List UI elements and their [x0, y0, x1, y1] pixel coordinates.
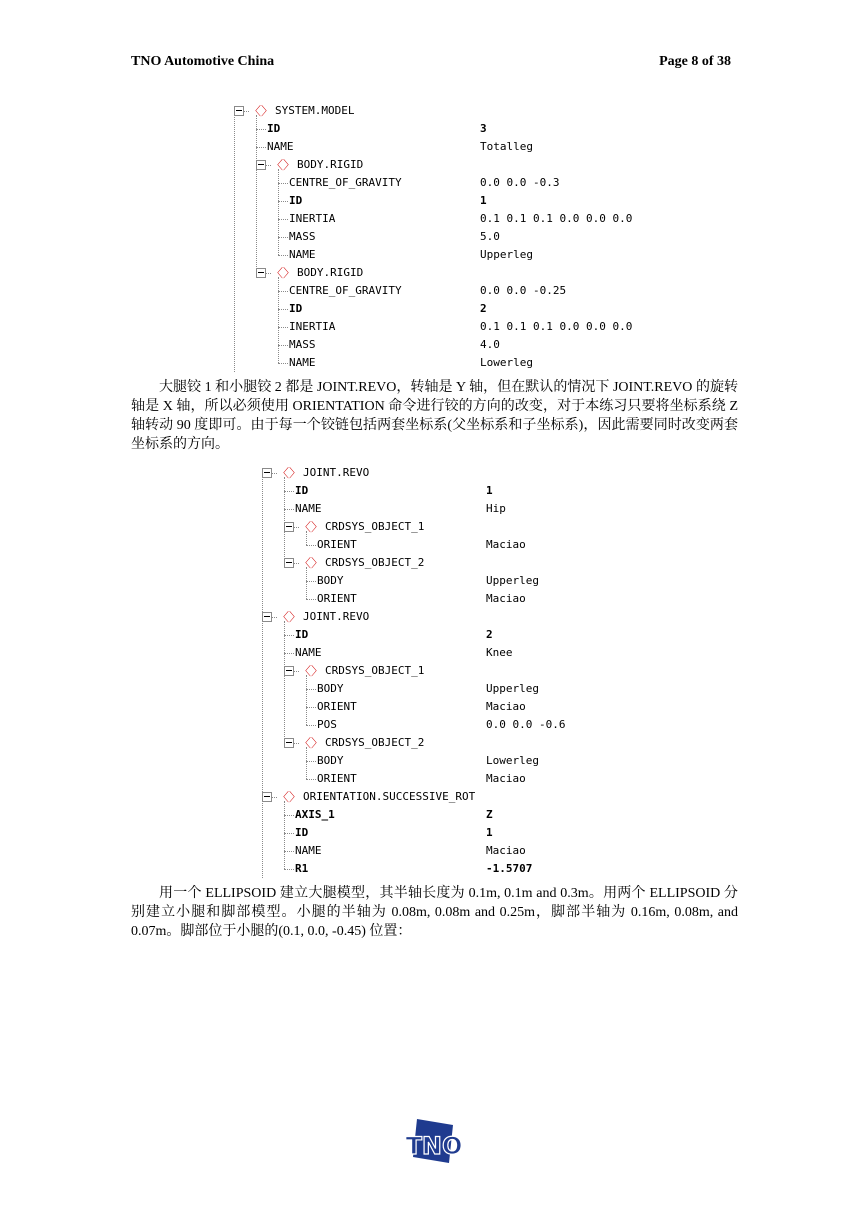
attribute-value[interactable]: 5.0 — [480, 230, 500, 243]
tree-leaf[interactable] — [230, 192, 640, 210]
tree-leaf[interactable] — [258, 842, 588, 860]
tree-node[interactable] — [258, 554, 588, 572]
tree-leaf[interactable] — [258, 860, 588, 878]
tree-guide-line — [306, 675, 307, 725]
attribute-value[interactable]: Z — [486, 808, 493, 821]
attribute-value[interactable]: Upperleg — [480, 248, 533, 261]
node-label: CRDSYS_OBJECT_2 — [325, 736, 425, 749]
tree-leaf[interactable] — [230, 282, 640, 300]
tree-leaf[interactable] — [258, 770, 588, 788]
system-model-tree — [230, 102, 640, 372]
tno-logo-icon — [399, 1117, 469, 1173]
attribute-value[interactable]: 2 — [480, 302, 487, 315]
tree-guide-line — [256, 115, 257, 273]
attribute-name: INERTIA — [289, 320, 336, 333]
attribute-name: AXIS_1 — [295, 808, 335, 821]
attribute-name: ORIENT — [317, 700, 357, 713]
tree-leaf[interactable] — [258, 698, 588, 716]
header-page-number: Page 8 of 38 — [659, 54, 731, 69]
attribute-name: ID — [295, 484, 309, 497]
tree-leaf[interactable] — [258, 500, 588, 518]
tree-leaf[interactable] — [258, 824, 588, 842]
attribute-value[interactable]: Lowerleg — [480, 356, 533, 369]
node-label: BODY.RIGID — [297, 158, 364, 171]
element-bracket-icon: 〈〉 — [277, 466, 302, 480]
tree-leaf[interactable] — [258, 536, 588, 554]
tree-node[interactable] — [258, 662, 588, 680]
attribute-value[interactable]: Knee — [486, 646, 513, 659]
attribute-value[interactable]: Upperleg — [486, 574, 539, 587]
attribute-name: ID — [289, 194, 303, 207]
attribute-name: BODY — [317, 754, 344, 767]
collapse-toggle-icon[interactable] — [284, 738, 294, 748]
tree-leaf[interactable] — [230, 138, 640, 156]
tree-leaf[interactable] — [258, 716, 588, 734]
element-bracket-icon: 〈〉 — [277, 790, 302, 804]
collapse-toggle-icon[interactable] — [284, 558, 294, 568]
attribute-value[interactable]: 3 — [480, 122, 487, 135]
attribute-name: ORIENT — [317, 592, 357, 605]
tree-guide-line — [284, 477, 285, 563]
attribute-value[interactable]: Maciao — [486, 700, 526, 713]
attribute-value[interactable]: 0.1 0.1 0.1 0.0 0.0 0.0 — [480, 320, 633, 333]
element-bracket-icon: 〈〉 — [299, 736, 324, 750]
tree-guide-line — [284, 801, 285, 869]
collapse-toggle-icon[interactable] — [284, 666, 294, 676]
attribute-name: ID — [289, 302, 303, 315]
tree-leaf[interactable] — [258, 806, 588, 824]
tno-logo-text: TNO — [405, 1132, 463, 1160]
attribute-name: BODY — [317, 682, 344, 695]
element-bracket-icon: 〈〉 — [299, 556, 324, 570]
tree-node[interactable] — [258, 788, 588, 806]
node-label: CRDSYS_OBJECT_1 — [325, 520, 425, 533]
header-left: TNO Automotive China — [131, 54, 275, 69]
node-label: BODY.RIGID — [297, 266, 364, 279]
attribute-name: NAME — [295, 646, 322, 659]
tree-leaf[interactable] — [230, 174, 640, 192]
attribute-name: NAME — [289, 248, 316, 261]
attribute-value[interactable]: 0.0 0.0 -0.25 — [480, 284, 567, 297]
attribute-value[interactable]: 4.0 — [480, 338, 500, 351]
attribute-name: ID — [267, 122, 281, 135]
tree-leaf[interactable] — [230, 336, 640, 354]
element-bracket-icon: 〈〉 — [271, 266, 296, 280]
attribute-value[interactable]: Upperleg — [486, 682, 539, 695]
attribute-name: NAME — [295, 502, 322, 515]
joint-tree — [258, 464, 588, 878]
paragraph-ellipsoid: 用一个 ELLIPSOID 建立大腿模型，其半轴长度为 0.1m, 0.1m and 0.3m。用两个 ELLIPSOID 分别建立小腿和脚部模型。小腿的半轴为 0.08m, 0.08m and 0.25m，脚部半轴为 0.16m, 0.08m, and 0.07m。脚部位于小腿的(0.1, 0.0, -0.45) 位置： — [131, 886, 738, 939]
tree-guide-line — [278, 277, 279, 363]
attribute-name: R1 — [295, 862, 309, 875]
element-bracket-icon: 〈〉 — [299, 520, 324, 534]
tree-leaf[interactable] — [258, 572, 588, 590]
attribute-value[interactable]: 1 — [486, 826, 493, 839]
collapse-toggle-icon[interactable] — [256, 160, 266, 170]
attribute-name: MASS — [289, 338, 316, 351]
tree-leaf[interactable] — [230, 120, 640, 138]
tree-leaf[interactable] — [230, 354, 640, 372]
attribute-name: CENTRE_OF_GRAVITY — [289, 284, 402, 297]
attribute-value[interactable]: Lowerleg — [486, 754, 539, 767]
tree-leaf[interactable] — [258, 626, 588, 644]
attribute-name: NAME — [267, 140, 294, 153]
tree-leaf[interactable] — [230, 210, 640, 228]
attribute-value[interactable]: Maciao — [486, 538, 526, 551]
attribute-value[interactable]: 0.0 0.0 -0.3 — [480, 176, 560, 189]
tree-leaf[interactable] — [230, 246, 640, 264]
element-bracket-icon: 〈〉 — [277, 610, 302, 624]
tree-node[interactable] — [258, 518, 588, 536]
node-label: JOINT.REVO — [303, 466, 370, 479]
collapse-toggle-icon[interactable] — [284, 522, 294, 532]
tree-leaf[interactable] — [230, 228, 640, 246]
attribute-value[interactable]: 0.1 0.1 0.1 0.0 0.0 0.0 — [480, 212, 633, 225]
node-label: SYSTEM.MODEL — [275, 104, 355, 117]
attribute-value[interactable]: 0.0 0.0 -0.6 — [486, 718, 566, 731]
tree-leaf[interactable] — [258, 752, 588, 770]
tree-node[interactable] — [258, 608, 588, 626]
attribute-name: INERTIA — [289, 212, 336, 225]
node-label: ORIENTATION.SUCCESSIVE_ROT — [303, 790, 476, 803]
collapse-toggle-icon[interactable] — [256, 268, 266, 278]
element-bracket-icon: 〈〉 — [299, 664, 324, 678]
attribute-value[interactable]: Totalleg — [480, 140, 533, 153]
collapse-toggle-icon[interactable] — [234, 106, 244, 116]
attribute-value[interactable]: Maciao — [486, 844, 526, 857]
collapse-toggle-icon[interactable] — [262, 792, 272, 802]
attribute-name: ID — [295, 628, 309, 641]
attribute-value[interactable]: 2 — [486, 628, 493, 641]
tree-leaf[interactable] — [258, 644, 588, 662]
paragraph-joint-orientation: 大腿铰 1 和小腿铰 2 都是 JOINT.REVO，转轴是 Y 轴，但在默认的情况下 JOINT.REVO 的旋转轴是 X 轴，所以必须使用 ORIENTATION 命令进行铰的方向的改变，对于本练习只要将坐标系绕 Z 轴转动 90 度即可。由于每一个铰链包括两套坐标系(父坐标系和子坐标系)，因此需要同时改变两套坐标系的方向。 — [131, 380, 738, 452]
tree-node[interactable] — [258, 734, 588, 752]
attribute-value[interactable]: -1.5707 — [486, 862, 533, 875]
node-label: JOINT.REVO — [303, 610, 370, 623]
element-bracket-icon: 〈〉 — [271, 158, 296, 172]
node-label: CRDSYS_OBJECT_1 — [325, 664, 425, 677]
attribute-name: ORIENT — [317, 538, 357, 551]
attribute-value[interactable]: Maciao — [486, 592, 526, 605]
tree-leaf[interactable] — [258, 590, 588, 608]
attribute-name: MASS — [289, 230, 316, 243]
attribute-name: BODY — [317, 574, 344, 587]
element-bracket-icon: 〈〉 — [249, 104, 274, 118]
attribute-name: NAME — [289, 356, 316, 369]
tree-node[interactable] — [230, 156, 640, 174]
tree-guide-line — [284, 621, 285, 743]
attribute-name: POS — [317, 718, 337, 731]
collapse-toggle-icon[interactable] — [262, 468, 272, 478]
tree-leaf[interactable] — [258, 680, 588, 698]
attribute-value[interactable]: Maciao — [486, 772, 526, 785]
tree-leaf[interactable] — [230, 318, 640, 336]
tree-node[interactable] — [230, 102, 640, 120]
tree-node[interactable] — [258, 464, 588, 482]
tree-guide-line — [278, 169, 279, 255]
attribute-name: ORIENT — [317, 772, 357, 785]
tree-node[interactable] — [230, 264, 640, 282]
tree-guide-line — [306, 531, 307, 545]
tree-leaf[interactable] — [230, 300, 640, 318]
attribute-value[interactable]: 1 — [480, 194, 487, 207]
attribute-value[interactable]: Hip — [486, 502, 506, 515]
collapse-toggle-icon[interactable] — [262, 612, 272, 622]
attribute-name: ID — [295, 826, 309, 839]
tree-guide-line — [306, 567, 307, 599]
attribute-name: NAME — [295, 844, 322, 857]
tree-guide-line — [306, 747, 307, 779]
tree-leaf[interactable] — [258, 482, 588, 500]
node-label: CRDSYS_OBJECT_2 — [325, 556, 425, 569]
attribute-name: CENTRE_OF_GRAVITY — [289, 176, 402, 189]
attribute-value[interactable]: 1 — [486, 484, 493, 497]
